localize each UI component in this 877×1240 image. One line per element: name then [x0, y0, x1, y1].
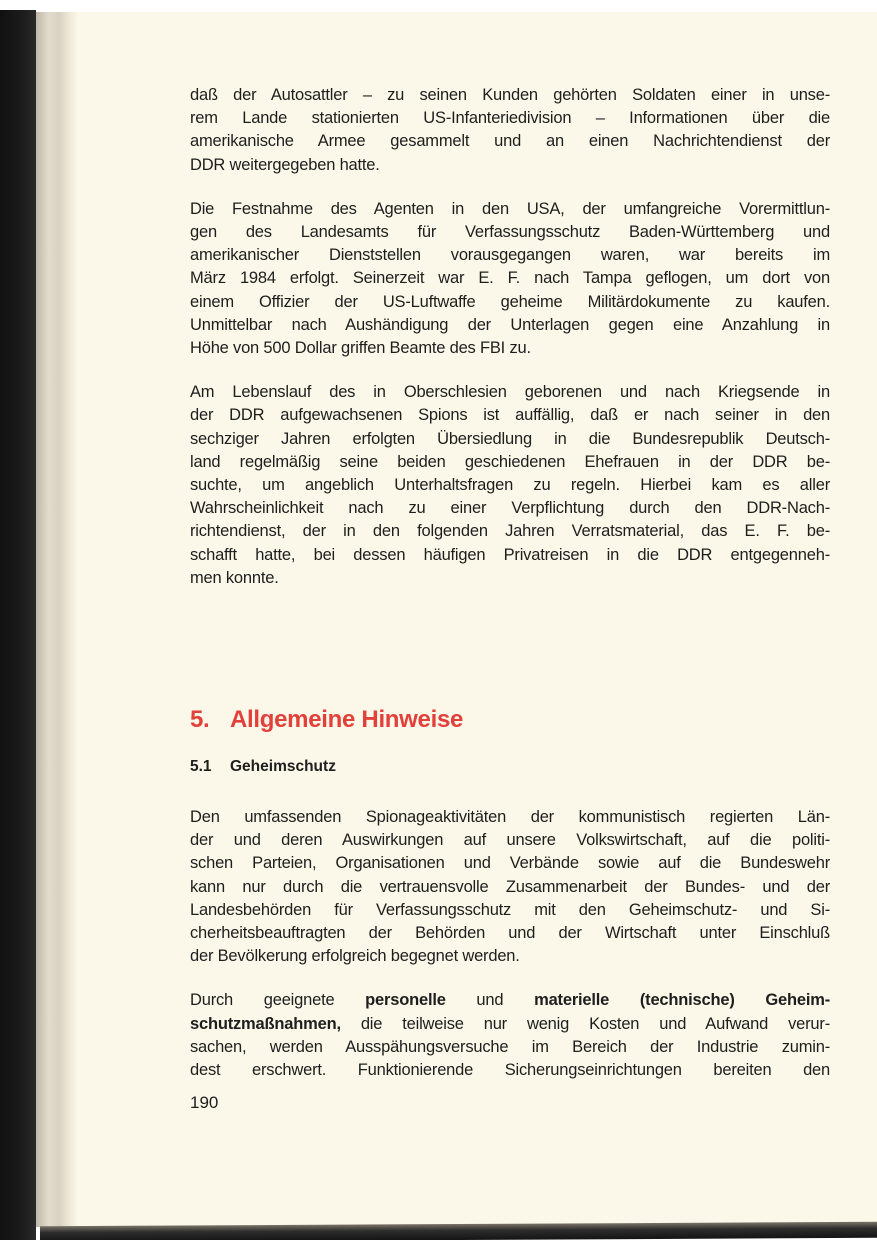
paragraph-5: [190, 989, 830, 1082]
paragraph-1: [190, 84, 830, 177]
text-line: sachen, werden Ausspähungsversuche im Bereich der Industrie zumin-: [190, 1037, 830, 1056]
text-run: die teilweise nur wenig Kosten und Aufwand verur-: [340, 1014, 830, 1033]
text-line: dest erschwert. Funktionierende Sicherungseinrichtungen bereiten den: [190, 1061, 830, 1080]
text-line: schafft hatte, bei dessen häufigen Privatreisen in die DDR entgegenneh-: [190, 545, 830, 564]
text-line: rem Lande stationierten US-Infanteriedivision – Informationen über die: [190, 109, 830, 128]
text-run: Durch geeignete: [190, 991, 366, 1010]
text-line: gen des Landesamts für Verfassungsschutz Baden-Württemberg und: [190, 223, 830, 242]
text-line: Am Lebenslauf des in Oberschlesien geborenen und nach Kriegsende in: [190, 383, 830, 402]
chapter-number: 5.: [190, 706, 210, 733]
body-text-bottom: [190, 806, 830, 1103]
body-text-top: [190, 84, 830, 611]
book-binding: [0, 10, 36, 1240]
text-line: Den umfassenden Spionageaktivitäten der kommunistisch regierten Län-: [190, 808, 830, 826]
text-line: März 1984 erfolgt. Seinerzeit war E. F. nach Tampa geflogen, um dort von: [190, 269, 830, 288]
text-line: Unmittelbar nach Aushändigung der Unterlagen gegen eine Anzahlung in: [190, 315, 830, 334]
page-number: 190: [190, 1093, 219, 1112]
text-run: und: [445, 991, 535, 1010]
text-line: daß der Autosattler – zu seinen Kunden gehörten Soldaten einer in unse-: [190, 86, 830, 104]
paragraph-4: [190, 806, 830, 968]
section-title: Geheimschutz: [230, 758, 336, 775]
bold-term-personelle: personelle: [365, 991, 446, 1010]
bold-term-materielle: materielle (technische) Geheim-: [534, 991, 830, 1010]
paragraph-3: [190, 381, 830, 590]
text-line: land regelmäßig seine beiden geschiedenen Ehefrauen in der DDR be-: [190, 452, 830, 471]
text-line: richtendienst, der in den folgenden Jahren Verratsmaterial, das E. F. be-: [190, 522, 830, 541]
page-bottom-edge: [40, 1222, 877, 1240]
text-line: cherheitsbeauftragten der Behörden und der Wirtschaft unter Einschluß: [190, 924, 830, 943]
text-line: amerikanischer Dienststellen vorausgegangen waren, war bereits im: [190, 246, 830, 265]
section-heading: [190, 758, 336, 776]
text-line: sechziger Jahren erfolgten Übersiedlung in die Bundesrepublik Deutsch-: [190, 429, 830, 448]
text-line: [190, 1013, 830, 1036]
text-line: Die Festnahme des Agenten in den USA, der umfangreiche Vorermittlun-: [190, 199, 830, 218]
page-gutter-shadow: [36, 12, 78, 1227]
text-line: men konnte.: [190, 568, 279, 587]
text-line: Wahrscheinlichkeit nach zu einer Verpflichtung durch den DDR-Nach-: [190, 499, 830, 518]
text-line: kann nur durch die vertrauensvolle Zusammenarbeit der Bundes- und der: [190, 877, 830, 896]
text-line: Höhe von 500 Dollar griffen Beamte des FBI zu.: [190, 339, 531, 358]
text-line: [190, 989, 830, 1012]
text-line: der und deren Auswirkungen auf unsere Volkswirtschaft, auf die politi-: [190, 831, 830, 850]
text-line: suchte, um angeblich Unterhaltsfragen zu regeln. Hierbei kam es aller: [190, 476, 830, 495]
text-line: amerikanische Armee gesammelt und an einen Nachrichtendienst der: [190, 132, 830, 151]
paragraph-2: [190, 198, 830, 360]
text-line: Landesbehörden für Verfassungsschutz mit den Geheimschutz- und Si-: [190, 900, 830, 919]
text-line: schen Parteien, Organisationen und Verbände sowie auf die Bundeswehr: [190, 854, 830, 873]
text-line: einem Offizier der US-Luftwaffe geheime Militärdokumente zu kaufen.: [190, 292, 830, 311]
text-line: DDR weitergegeben hatte.: [190, 155, 380, 174]
text-line: der Bevölkerung erfolgreich begegnet werden.: [190, 947, 520, 966]
chapter-heading: [190, 706, 463, 734]
section-number: 5.1: [190, 758, 212, 775]
bold-term-schutzmassnahmen: schutzmaßnahmen,: [190, 1014, 341, 1033]
chapter-title: Allgemeine Hinweise: [230, 706, 464, 733]
text-line: der DDR aufgewachsenen Spions ist auffällig, daß er nach seiner in den: [190, 406, 830, 425]
